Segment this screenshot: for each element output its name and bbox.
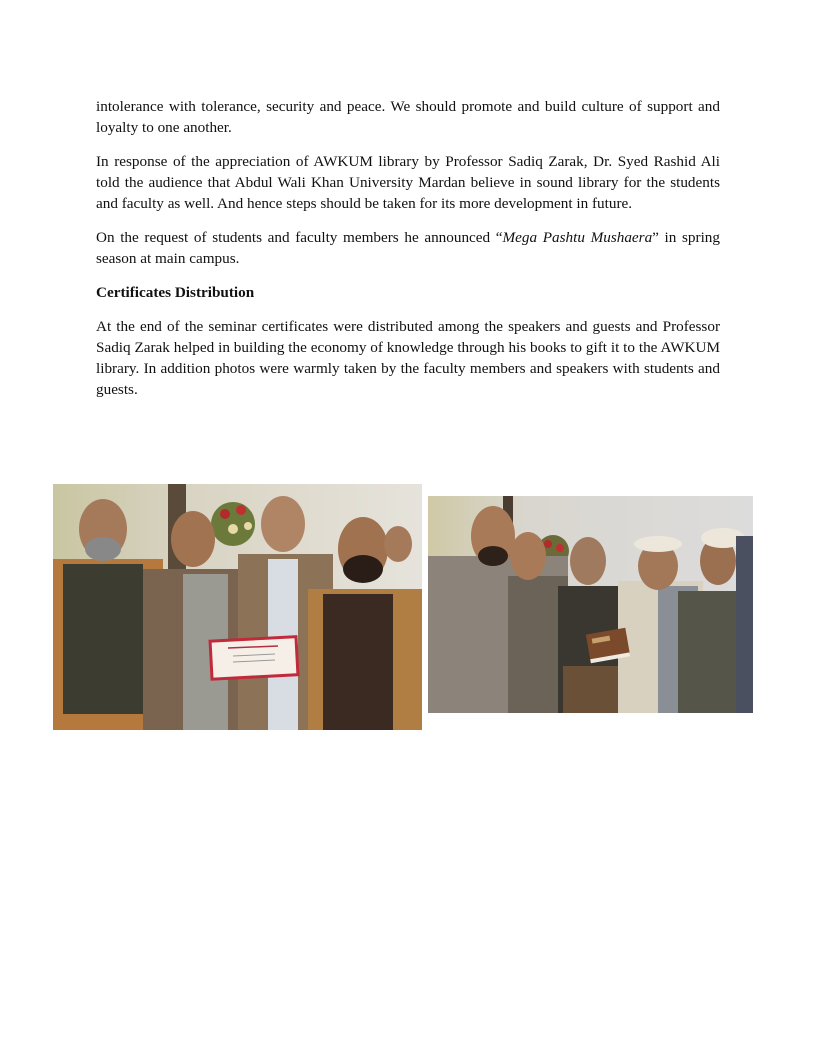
paragraph-closing-remarks: intolerance with tolerance, security and peace. We should promote and build culture of support and loyalty to one another.	[96, 98, 720, 136]
photo-book-gift-image	[428, 496, 753, 713]
paragraph-library-response: In response of the appreciation of AWKUM library by Professor Sadiq Zarak, Dr. Syed Rashid Ali told the audience that Abdul Wali Khan University Mardan believe in sound library for the students and faculty as well. And hence steps should be taken for its more development in future.	[96, 153, 720, 212]
photo-book-gift	[428, 496, 753, 713]
announcement-text-after: ” in spring season at main campus.	[96, 229, 720, 267]
photo-certificate-image	[53, 484, 422, 730]
photo-certificate-presentation	[53, 484, 422, 730]
announcement-text-before: On the request of students and faculty members he announced “	[96, 229, 503, 246]
section-heading: Certificates Distribution	[96, 284, 255, 301]
paragraph-mushaera-announcement	[96, 227, 720, 269]
event-name: Mega Pashtu Mushaera	[502, 229, 653, 246]
paragraph-certificates: At the end of the seminar certificates were distributed among the speakers and guests and Professor Sadiq Zarak helped in building the economy of knowledge through his books to gift it to the AWKUM library. In addition photos were warmly taken by the faculty members and speakers with students and guests.	[96, 318, 720, 398]
document-body	[96, 96, 720, 413]
